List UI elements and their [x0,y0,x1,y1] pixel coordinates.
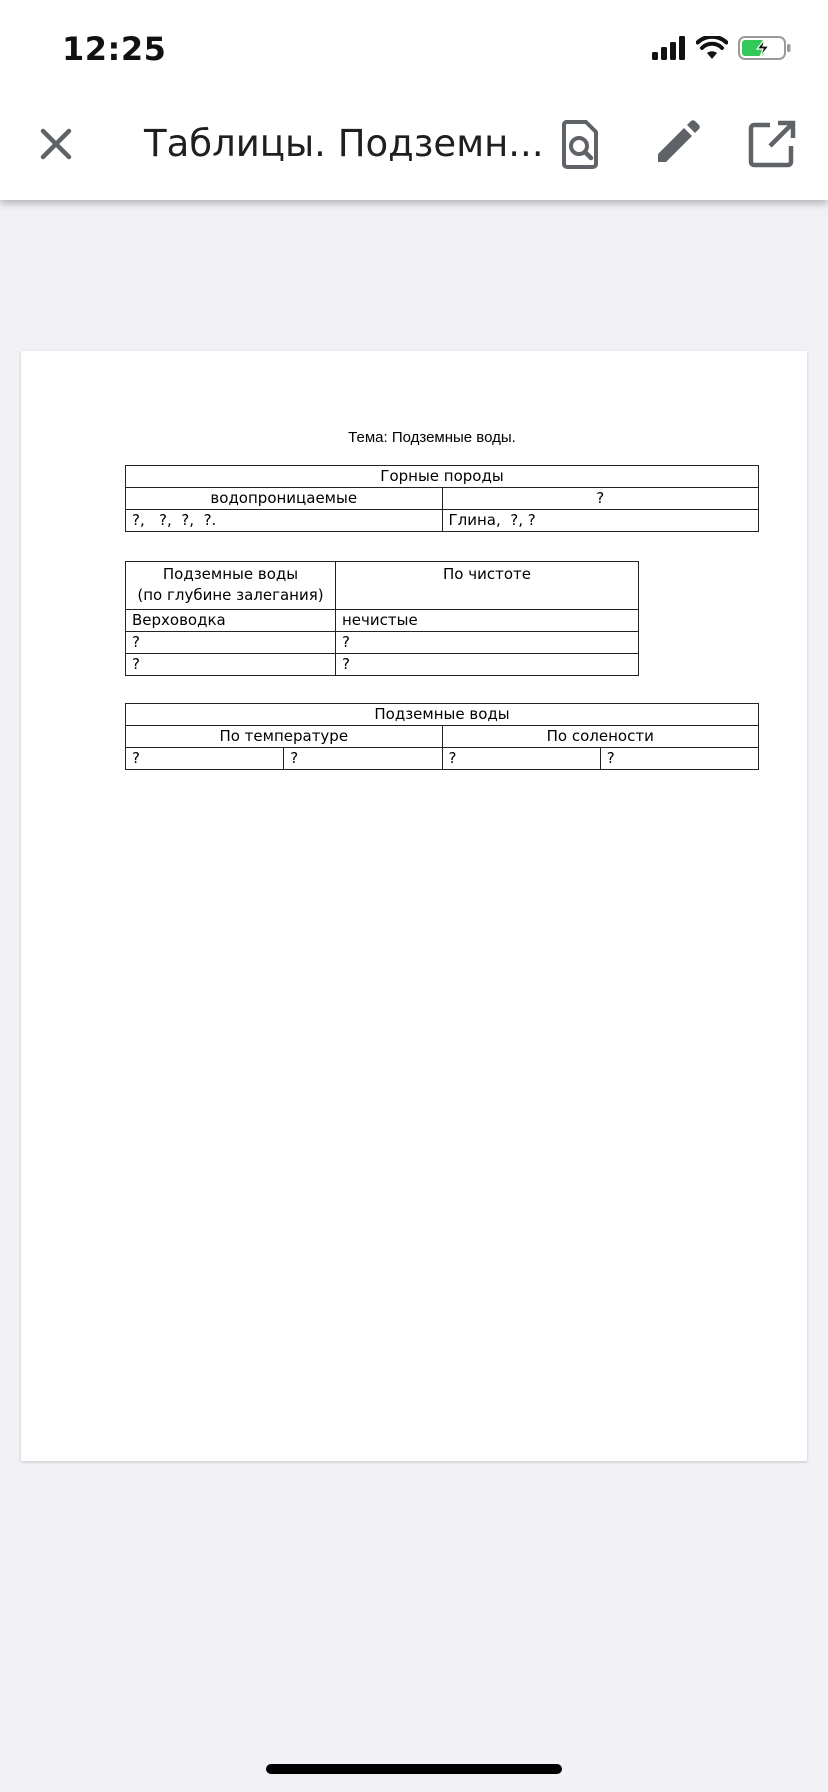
table-cell: По температуре [126,726,443,748]
open-external-icon [740,112,804,176]
table-cell: ? [442,748,600,770]
table-cell: Верховодка [126,610,336,632]
table-row [126,654,639,676]
table-cell: Глина, ?, ? [442,510,759,532]
home-indicator[interactable] [266,1764,562,1774]
table-cell: ? [336,654,639,676]
table-row [126,726,759,748]
find-in-document-button[interactable] [548,112,612,176]
document-title: Таблицы. Подземн... [144,122,544,165]
table-row [126,632,639,654]
table-cell: ? [600,748,758,770]
table-cell: ? [336,632,639,654]
close-icon [24,112,88,176]
table-cell: нечистые [336,610,639,632]
table-row [126,610,639,632]
wifi-icon [696,36,728,60]
status-time: 12:25 [62,30,167,68]
top-bar [0,0,828,200]
table-row [126,510,759,532]
table-row [126,488,759,510]
table-row [126,466,759,488]
groundwater-depth-table [125,561,639,676]
document-heading: Тема: Подземные воды. [348,429,516,446]
table-header-cell: По чистоте [336,562,639,610]
table-header: Подземные воды [126,704,759,726]
table-header-cell [126,562,336,610]
header-line: (по глубине залегания) [137,586,324,604]
groundwater-properties-table [125,703,759,770]
pencil-icon [644,112,708,176]
table-cell: водопроницаемые [126,488,443,510]
table-row [126,704,759,726]
table-row [126,562,639,610]
edit-button[interactable] [644,112,708,176]
cellular-signal-icon [652,36,690,60]
table-row [126,748,759,770]
battery-charging-icon [738,36,792,60]
close-button[interactable] [24,112,88,176]
table-cell: ? [126,654,336,676]
table-cell: ? [442,488,759,510]
open-external-button[interactable] [740,112,804,176]
table-header: Горные породы [126,466,759,488]
table-cell: ? [284,748,442,770]
header-line: Подземные воды [162,565,299,583]
document-search-icon [548,112,612,176]
table-cell: По солености [442,726,759,748]
table-cell: ? [126,748,284,770]
table-cell: ? [126,632,336,654]
rocks-table [125,465,759,532]
table-cell: ?, ?, ?, ?. [126,510,443,532]
document-page[interactable] [21,351,807,1461]
